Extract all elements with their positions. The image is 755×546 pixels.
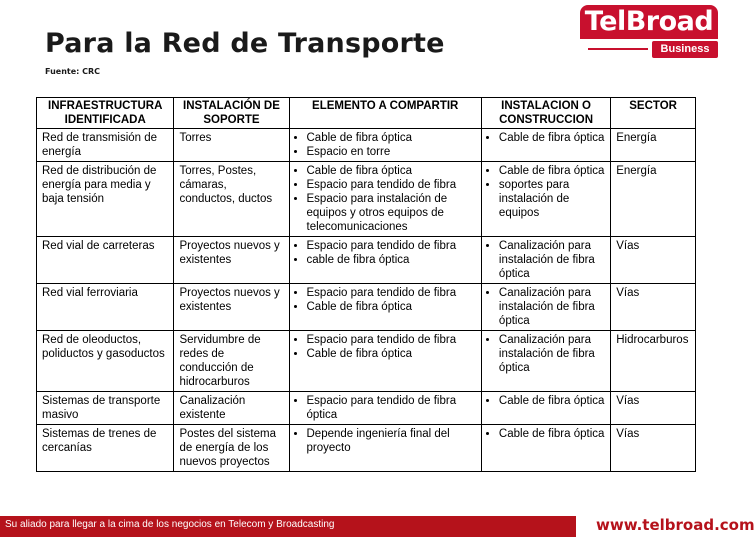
cell-elementos-list bbox=[295, 394, 476, 422]
cell-construccion bbox=[481, 129, 610, 162]
cell-elementos bbox=[289, 162, 481, 237]
cell-elementos-list bbox=[295, 131, 476, 159]
cell-construccion bbox=[481, 392, 610, 425]
cell-elementos bbox=[289, 392, 481, 425]
bullet-item: • Espacio en torre bbox=[307, 145, 476, 159]
page-title: Para la Red de Transporte bbox=[45, 28, 445, 59]
cell-soporte: Servidumbre de redes de conducción de hidrocarburos bbox=[174, 331, 289, 392]
table-row bbox=[37, 331, 696, 392]
header-construccion: INSTALACION O CONSTRUCCION bbox=[481, 98, 610, 129]
bullet-item: • Espacio para tendido de fibra óptica bbox=[307, 394, 476, 422]
cell-soporte: Torres, Postes, cámaras, conductos, ductos bbox=[174, 162, 289, 237]
telbroad-logo bbox=[580, 5, 718, 57]
bullet-item: • Cable de fibra óptica bbox=[307, 300, 476, 314]
cell-sector: Energía bbox=[611, 162, 696, 237]
header-infraestructura: INFRAESTRUCTURA IDENTIFICADA bbox=[37, 98, 174, 129]
bullet-item: • Cable de fibra óptica bbox=[307, 164, 476, 178]
cell-elementos bbox=[289, 237, 481, 284]
cell-elementos-list bbox=[295, 164, 476, 234]
bullet-item: • Canalización para instalación de fibra óptica bbox=[499, 286, 605, 328]
cell-construccion bbox=[481, 237, 610, 284]
header-sector: SECTOR bbox=[611, 98, 696, 129]
bullet-item: • Canalización para instalación de fibra óptica bbox=[499, 333, 605, 375]
bullet-item: • Cable de fibra óptica bbox=[499, 164, 605, 178]
cell-elementos-list bbox=[295, 286, 476, 314]
cell-soporte: Canalización existente bbox=[174, 392, 289, 425]
bullet-item: • Depende ingeniería final del proyecto bbox=[307, 427, 476, 455]
table-row bbox=[37, 237, 696, 284]
bullet-item: • cable de fibra óptica bbox=[307, 253, 476, 267]
cell-construccion-list bbox=[487, 394, 605, 408]
cell-elementos-list bbox=[295, 333, 476, 361]
cell-soporte: Proyectos nuevos y existentes bbox=[174, 284, 289, 331]
cell-sector: Hidrocarburos bbox=[611, 331, 696, 392]
table-body bbox=[37, 129, 696, 472]
cell-construccion bbox=[481, 284, 610, 331]
cell-construccion bbox=[481, 425, 610, 472]
cell-infraestructura: Red de distribución de energía para media y baja tensión bbox=[37, 162, 174, 237]
cell-infraestructura: Sistemas de trenes de cercanías bbox=[37, 425, 174, 472]
table-row bbox=[37, 162, 696, 237]
cell-infraestructura: Sistemas de transporte masivo bbox=[37, 392, 174, 425]
bullet-item: • Cable de fibra óptica bbox=[499, 394, 605, 408]
table-row bbox=[37, 425, 696, 472]
bullet-item: • Espacio para instalación de equipos y otros equipos de telecomunicaciones bbox=[307, 192, 476, 234]
cell-soporte: Torres bbox=[174, 129, 289, 162]
cell-elementos bbox=[289, 331, 481, 392]
cell-elementos-list bbox=[295, 427, 476, 455]
cell-elementos bbox=[289, 129, 481, 162]
cell-construccion bbox=[481, 162, 610, 237]
bullet-item: • Espacio para tendido de fibra bbox=[307, 333, 476, 347]
bullet-item: • Cable de fibra óptica bbox=[307, 347, 476, 361]
cell-construccion-list bbox=[487, 427, 605, 441]
table-row bbox=[37, 129, 696, 162]
cell-infraestructura: Red de oleoductos, poliductos y gasoductos bbox=[37, 331, 174, 392]
bullet-item: • Canalización para instalación de fibra óptica bbox=[499, 239, 605, 281]
source-note: Fuente: CRC bbox=[45, 67, 101, 76]
transport-network-table bbox=[36, 97, 696, 472]
footer-url-link[interactable]: www.telbroad.com bbox=[596, 516, 755, 534]
cell-elementos bbox=[289, 425, 481, 472]
cell-sector: Vías bbox=[611, 237, 696, 284]
cell-sector: Vías bbox=[611, 425, 696, 472]
table-row bbox=[37, 392, 696, 425]
cell-construccion-list bbox=[487, 286, 605, 328]
header-soporte: INSTALACIÓN DE SOPORTE bbox=[174, 98, 289, 129]
cell-construccion-list bbox=[487, 164, 605, 220]
table-row bbox=[37, 284, 696, 331]
cell-infraestructura: Red de transmisión de energía bbox=[37, 129, 174, 162]
header-elemento: ELEMENTO A COMPARTIR bbox=[289, 98, 481, 129]
cell-sector: Vías bbox=[611, 284, 696, 331]
logo-tagline: Business bbox=[652, 41, 718, 58]
table-header-row bbox=[37, 98, 696, 129]
logo-brand: TelBroad bbox=[580, 5, 718, 39]
bullet-item: • Cable de fibra óptica bbox=[307, 131, 476, 145]
cell-elementos-list bbox=[295, 239, 476, 267]
cell-soporte: Proyectos nuevos y existentes bbox=[174, 237, 289, 284]
bullet-item: • Espacio para tendido de fibra bbox=[307, 239, 476, 253]
cell-infraestructura: Red vial ferroviaria bbox=[37, 284, 174, 331]
cell-construccion-list bbox=[487, 239, 605, 281]
bullet-item: • Espacio para tendido de fibra bbox=[307, 178, 476, 192]
cell-elementos bbox=[289, 284, 481, 331]
bullet-item: • Cable de fibra óptica bbox=[499, 131, 605, 145]
bullet-item: • Cable de fibra óptica bbox=[499, 427, 605, 441]
cell-sector: Vías bbox=[611, 392, 696, 425]
bullet-item: • Espacio para tendido de fibra bbox=[307, 286, 476, 300]
footer-tagline: Su aliado para llegar a la cima de los negocios en Telecom y Broadcasting bbox=[5, 519, 335, 530]
cell-soporte: Postes del sistema de energía de los nuevos proyectos bbox=[174, 425, 289, 472]
cell-construccion-list bbox=[487, 333, 605, 375]
cell-construccion bbox=[481, 331, 610, 392]
cell-sector: Energía bbox=[611, 129, 696, 162]
bullet-item: • soportes para instalación de equipos bbox=[499, 178, 605, 220]
cell-construccion-list bbox=[487, 131, 605, 145]
logo-underline bbox=[588, 48, 648, 50]
cell-infraestructura: Red vial de carreteras bbox=[37, 237, 174, 284]
